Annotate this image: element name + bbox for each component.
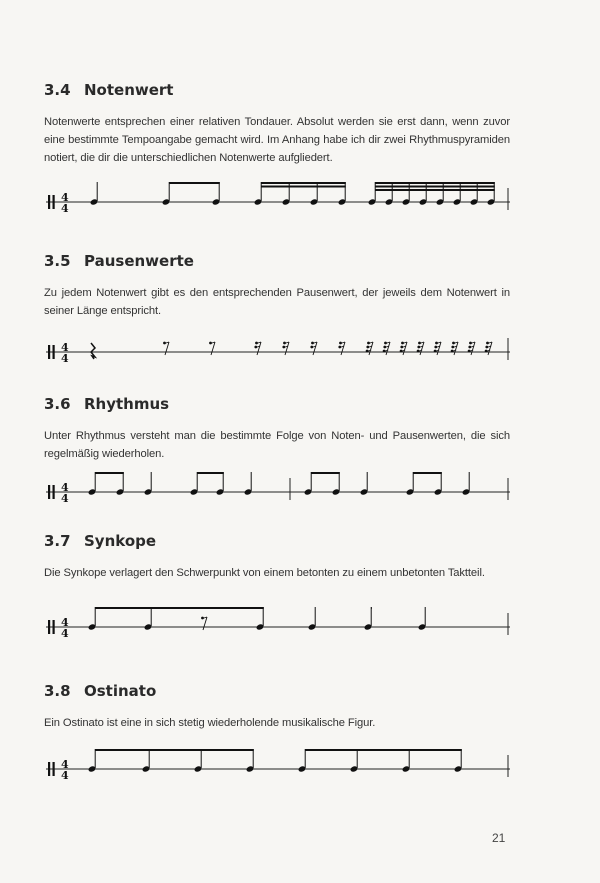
note [254, 182, 263, 206]
beam [261, 186, 346, 188]
rest-stem [454, 342, 458, 355]
rest [201, 617, 207, 630]
note [332, 472, 341, 496]
note [162, 182, 171, 206]
time-signature-bottom: 4 [61, 352, 69, 365]
note [144, 472, 153, 496]
note [434, 472, 443, 496]
note [90, 182, 99, 206]
beam [375, 189, 495, 191]
rest-stem [488, 342, 492, 355]
section-number: 3.6 [44, 395, 71, 413]
note [454, 749, 463, 773]
rest-stem [341, 342, 345, 355]
percussion-clef [53, 485, 55, 499]
rest [485, 342, 492, 355]
percussion-clef [48, 762, 50, 776]
rest [451, 342, 458, 355]
note [350, 749, 359, 773]
beam [375, 182, 495, 184]
section-heading [44, 251, 510, 271]
section-title: Synkope [84, 532, 157, 550]
note [256, 607, 265, 631]
note [116, 472, 125, 496]
percussion-clef [53, 620, 55, 634]
section-paragraph: Zu jedem Notenwert gibt es den entsprechenden Pausenwert, der jeweils dem Notenwert in seiner Länge entspricht. [44, 287, 510, 317]
time-signature-top: 4 [61, 341, 69, 354]
rhythm-staff-rhythmus [46, 470, 510, 504]
rest-stem [437, 342, 441, 355]
rest-stem [471, 342, 475, 355]
rest [282, 342, 289, 355]
percussion-clef [53, 762, 55, 776]
staff-svg [46, 180, 510, 214]
note [418, 607, 427, 631]
rest [468, 342, 475, 355]
staff-svg [46, 470, 510, 504]
rest-stem [285, 342, 289, 355]
percussion-clef [48, 195, 50, 209]
section-heading [44, 394, 510, 414]
note [246, 749, 255, 773]
percussion-clef [48, 485, 50, 499]
time-signature-top: 4 [61, 758, 69, 771]
beam [371, 607, 372, 609]
time-signature-bottom: 4 [61, 202, 69, 215]
beam [311, 472, 340, 474]
beam [413, 472, 442, 474]
section-3-4 [44, 80, 510, 167]
staff-svg [46, 747, 510, 781]
section-heading [44, 681, 510, 701]
rest [254, 342, 261, 355]
rest [400, 342, 407, 355]
time-signature-top: 4 [61, 616, 69, 629]
section-title: Ostinato [84, 682, 157, 700]
note [190, 472, 199, 496]
rest-stem [386, 342, 390, 355]
percussion-clef [53, 345, 55, 359]
section-paragraph: Die Synkope verlagert den Schwerpunkt von einem betonten zu einem unbetonten Taktteil. [44, 567, 485, 579]
staff-svg [46, 330, 510, 364]
note [88, 749, 97, 773]
note [212, 182, 221, 206]
section-heading [44, 80, 510, 100]
section-paragraph: Ein Ostinato ist eine in sich stetig wiederholende musikalische Figur. [44, 717, 376, 729]
section-title: Rhythmus [84, 395, 170, 413]
rest-stem [203, 617, 207, 630]
note [462, 472, 471, 496]
time-signature-top: 4 [61, 481, 69, 494]
section-paragraph: Notenwerte entsprechen einer relativen Tondauer. Absolut werden sie erst dann, wenn zuvor eine bestimmte Tempoangabe gemacht wird. Im Anhang habe ich dir zwei Rhythmuspyramiden notiert, die dir die unterschiedlichen Notenwerte aufgliedert. [44, 116, 510, 164]
page-number: 21 [492, 831, 506, 845]
rest-stem [165, 342, 169, 355]
beam [95, 472, 124, 474]
note [244, 472, 253, 496]
note [144, 607, 153, 631]
note [360, 472, 369, 496]
note [88, 607, 97, 631]
rest [163, 342, 169, 355]
section-number: 3.8 [44, 682, 71, 700]
section-3-5 [44, 251, 510, 320]
quarter-rest [91, 343, 95, 359]
note [364, 607, 373, 631]
rest-stem [369, 342, 373, 355]
note [406, 472, 415, 496]
time-signature-bottom: 4 [61, 627, 69, 640]
rest-stem [313, 342, 317, 355]
section-3-7 [44, 531, 510, 582]
rest [338, 342, 345, 355]
beam [169, 182, 220, 184]
rhythm-staff-pausenwerte [46, 330, 510, 364]
beam [305, 749, 462, 751]
rest [434, 342, 441, 355]
time-signature-bottom: 4 [61, 492, 69, 505]
beam [95, 607, 264, 609]
rest-stem [403, 342, 407, 355]
rest [383, 342, 390, 355]
rest [209, 342, 215, 355]
beam [197, 472, 224, 474]
note [142, 749, 151, 773]
note [368, 182, 377, 206]
rest-stem [257, 342, 261, 355]
section-heading [44, 531, 510, 551]
rest-stem [211, 342, 215, 355]
section-number: 3.4 [44, 81, 71, 99]
section-3-8 [44, 681, 510, 732]
beam [261, 182, 346, 184]
time-signature-top: 4 [61, 191, 69, 204]
rest [310, 342, 317, 355]
staff-svg [46, 605, 510, 639]
rest [91, 343, 95, 359]
note [304, 472, 313, 496]
note [298, 749, 307, 773]
rest [417, 342, 424, 355]
note [88, 472, 97, 496]
percussion-clef [48, 620, 50, 634]
time-signature-bottom: 4 [61, 769, 69, 782]
note [194, 749, 203, 773]
percussion-clef [48, 345, 50, 359]
section-3-6 [44, 394, 510, 463]
rhythm-staff-synkope [46, 605, 510, 639]
rhythm-staff-notenwert [46, 180, 510, 214]
note [308, 607, 317, 631]
percussion-clef [53, 195, 55, 209]
note [216, 472, 225, 496]
section-number: 3.7 [44, 532, 71, 550]
rest [366, 342, 373, 355]
section-title: Pausenwerte [84, 252, 194, 270]
beam [375, 186, 495, 188]
note [402, 749, 411, 773]
section-title: Notenwert [84, 81, 174, 99]
section-paragraph: Unter Rhythmus versteht man die bestimmte Folge von Noten- und Pausenwerten, die sich regelmäßig wiederholen. [44, 430, 510, 460]
section-number: 3.5 [44, 252, 71, 270]
beam [95, 749, 254, 751]
rest-stem [420, 342, 424, 355]
rhythm-staff-ostinato [46, 747, 510, 781]
